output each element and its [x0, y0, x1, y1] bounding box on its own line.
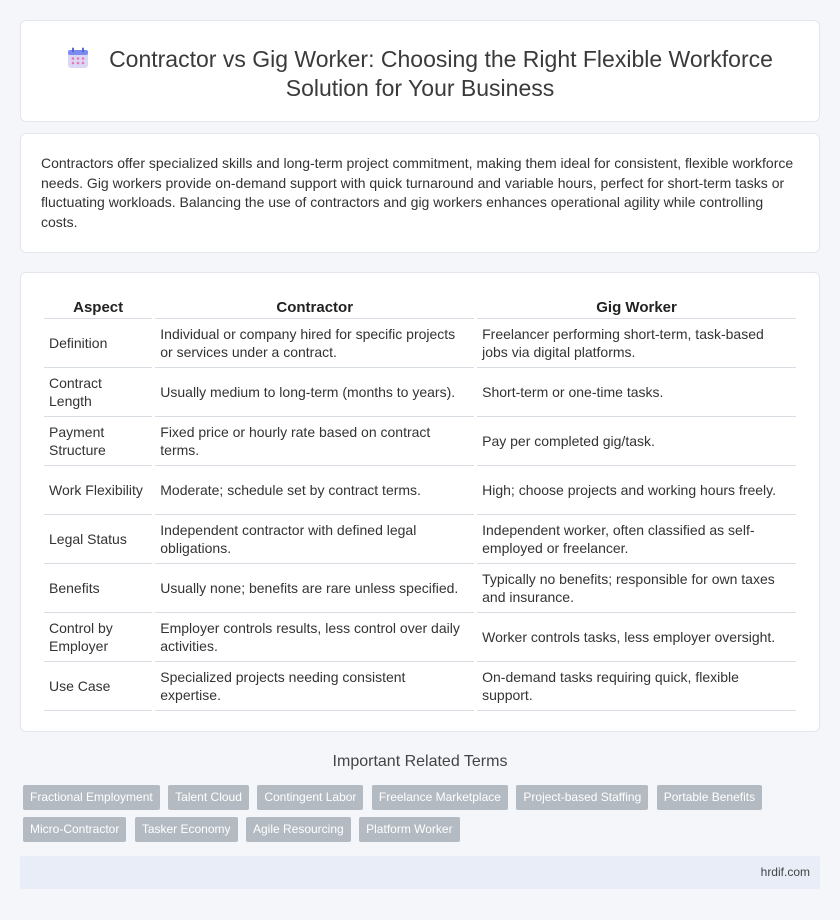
header-gig-worker: Gig Worker	[477, 293, 796, 319]
related-term-tag[interactable]: Portable Benefits	[657, 785, 762, 810]
gig-worker-cell: High; choose projects and working hours freely.	[477, 466, 796, 515]
aspect-cell: Payment Structure	[44, 417, 152, 466]
related-term-tag[interactable]: Freelance Marketplace	[372, 785, 508, 810]
gig-worker-cell: Freelancer performing short-term, task-based jobs via digital platforms.	[477, 319, 796, 368]
gig-worker-cell: Worker controls tasks, less employer oversight.	[477, 613, 796, 662]
page-title: Contractor vs Gig Worker: Choosing the Right Flexible Workforce Solution for Your Business	[109, 46, 773, 101]
related-term-tag[interactable]: Contingent Labor	[257, 785, 363, 810]
calendar-icon	[67, 47, 89, 69]
related-term-tag[interactable]: Agile Resourcing	[246, 817, 351, 842]
table-row	[44, 319, 796, 368]
contractor-cell: Usually medium to long-term (months to years).	[155, 368, 474, 417]
aspect-cell: Control by Employer	[44, 613, 152, 662]
comparison-card	[20, 272, 820, 732]
contractor-cell: Employer controls results, less control over daily activities.	[155, 613, 474, 662]
table-row	[44, 613, 796, 662]
related-term-tag[interactable]: Project-based Staffing	[516, 785, 648, 810]
aspect-cell: Definition	[44, 319, 152, 368]
aspect-cell: Contract Length	[44, 368, 152, 417]
related-term-tag[interactable]: Fractional Employment	[23, 785, 160, 810]
table-row	[44, 417, 796, 466]
contractor-cell: Moderate; schedule set by contract terms.	[155, 466, 474, 515]
aspect-cell: Legal Status	[44, 515, 152, 564]
intro-card	[20, 133, 820, 253]
related-term-tag[interactable]: Talent Cloud	[168, 785, 249, 810]
related-term-tag[interactable]: Platform Worker	[359, 817, 459, 842]
table-row	[44, 564, 796, 613]
table-row	[44, 368, 796, 417]
table-header-row	[44, 293, 796, 319]
intro-paragraph: Contractors offer specialized skills and long-term project commitment, making them ideal for consistent, flexible workforce needs. Gig workers provide on-demand support with quick turnaround and variable hours, perfect for short-term tasks or fluctuating workloads. Balancing the use of contractors and gig workers enhances operational agility while controlling costs.	[41, 155, 794, 230]
aspect-cell: Benefits	[44, 564, 152, 613]
contractor-cell: Fixed price or hourly rate based on contract terms.	[155, 417, 474, 466]
gig-worker-cell: Short-term or one-time tasks.	[477, 368, 796, 417]
gig-worker-cell: Pay per completed gig/task.	[477, 417, 796, 466]
related-terms-list	[23, 785, 783, 849]
contractor-cell: Usually none; benefits are rare unless specified.	[155, 564, 474, 613]
related-term-tag[interactable]: Micro-Contractor	[23, 817, 126, 842]
related-term-tag[interactable]: Tasker Economy	[135, 817, 238, 842]
gig-worker-cell: Independent worker, often classified as self-employed or freelancer.	[477, 515, 796, 564]
contractor-cell: Independent contractor with defined legal obligations.	[155, 515, 474, 564]
aspect-cell: Use Case	[44, 662, 152, 711]
contractor-cell: Individual or company hired for specific projects or services under a contract.	[155, 319, 474, 368]
related-terms-title: Important Related Terms	[332, 753, 508, 770]
footer	[20, 856, 820, 889]
table-row	[44, 515, 796, 564]
contractor-cell: Specialized projects needing consistent expertise.	[155, 662, 474, 711]
gig-worker-cell: Typically no benefits; responsible for own taxes and insurance.	[477, 564, 796, 613]
header-contractor: Contractor	[155, 293, 474, 319]
title-card	[20, 20, 820, 122]
aspect-cell: Work Flexibility	[44, 466, 152, 515]
table-row	[44, 662, 796, 711]
gig-worker-cell: On-demand tasks requiring quick, flexible support.	[477, 662, 796, 711]
header-aspect: Aspect	[44, 293, 152, 319]
page-title-wrap	[21, 45, 819, 103]
comparison-table	[41, 293, 799, 711]
footer-site-link[interactable]: hrdif.com	[760, 865, 810, 879]
table-row	[44, 466, 796, 515]
